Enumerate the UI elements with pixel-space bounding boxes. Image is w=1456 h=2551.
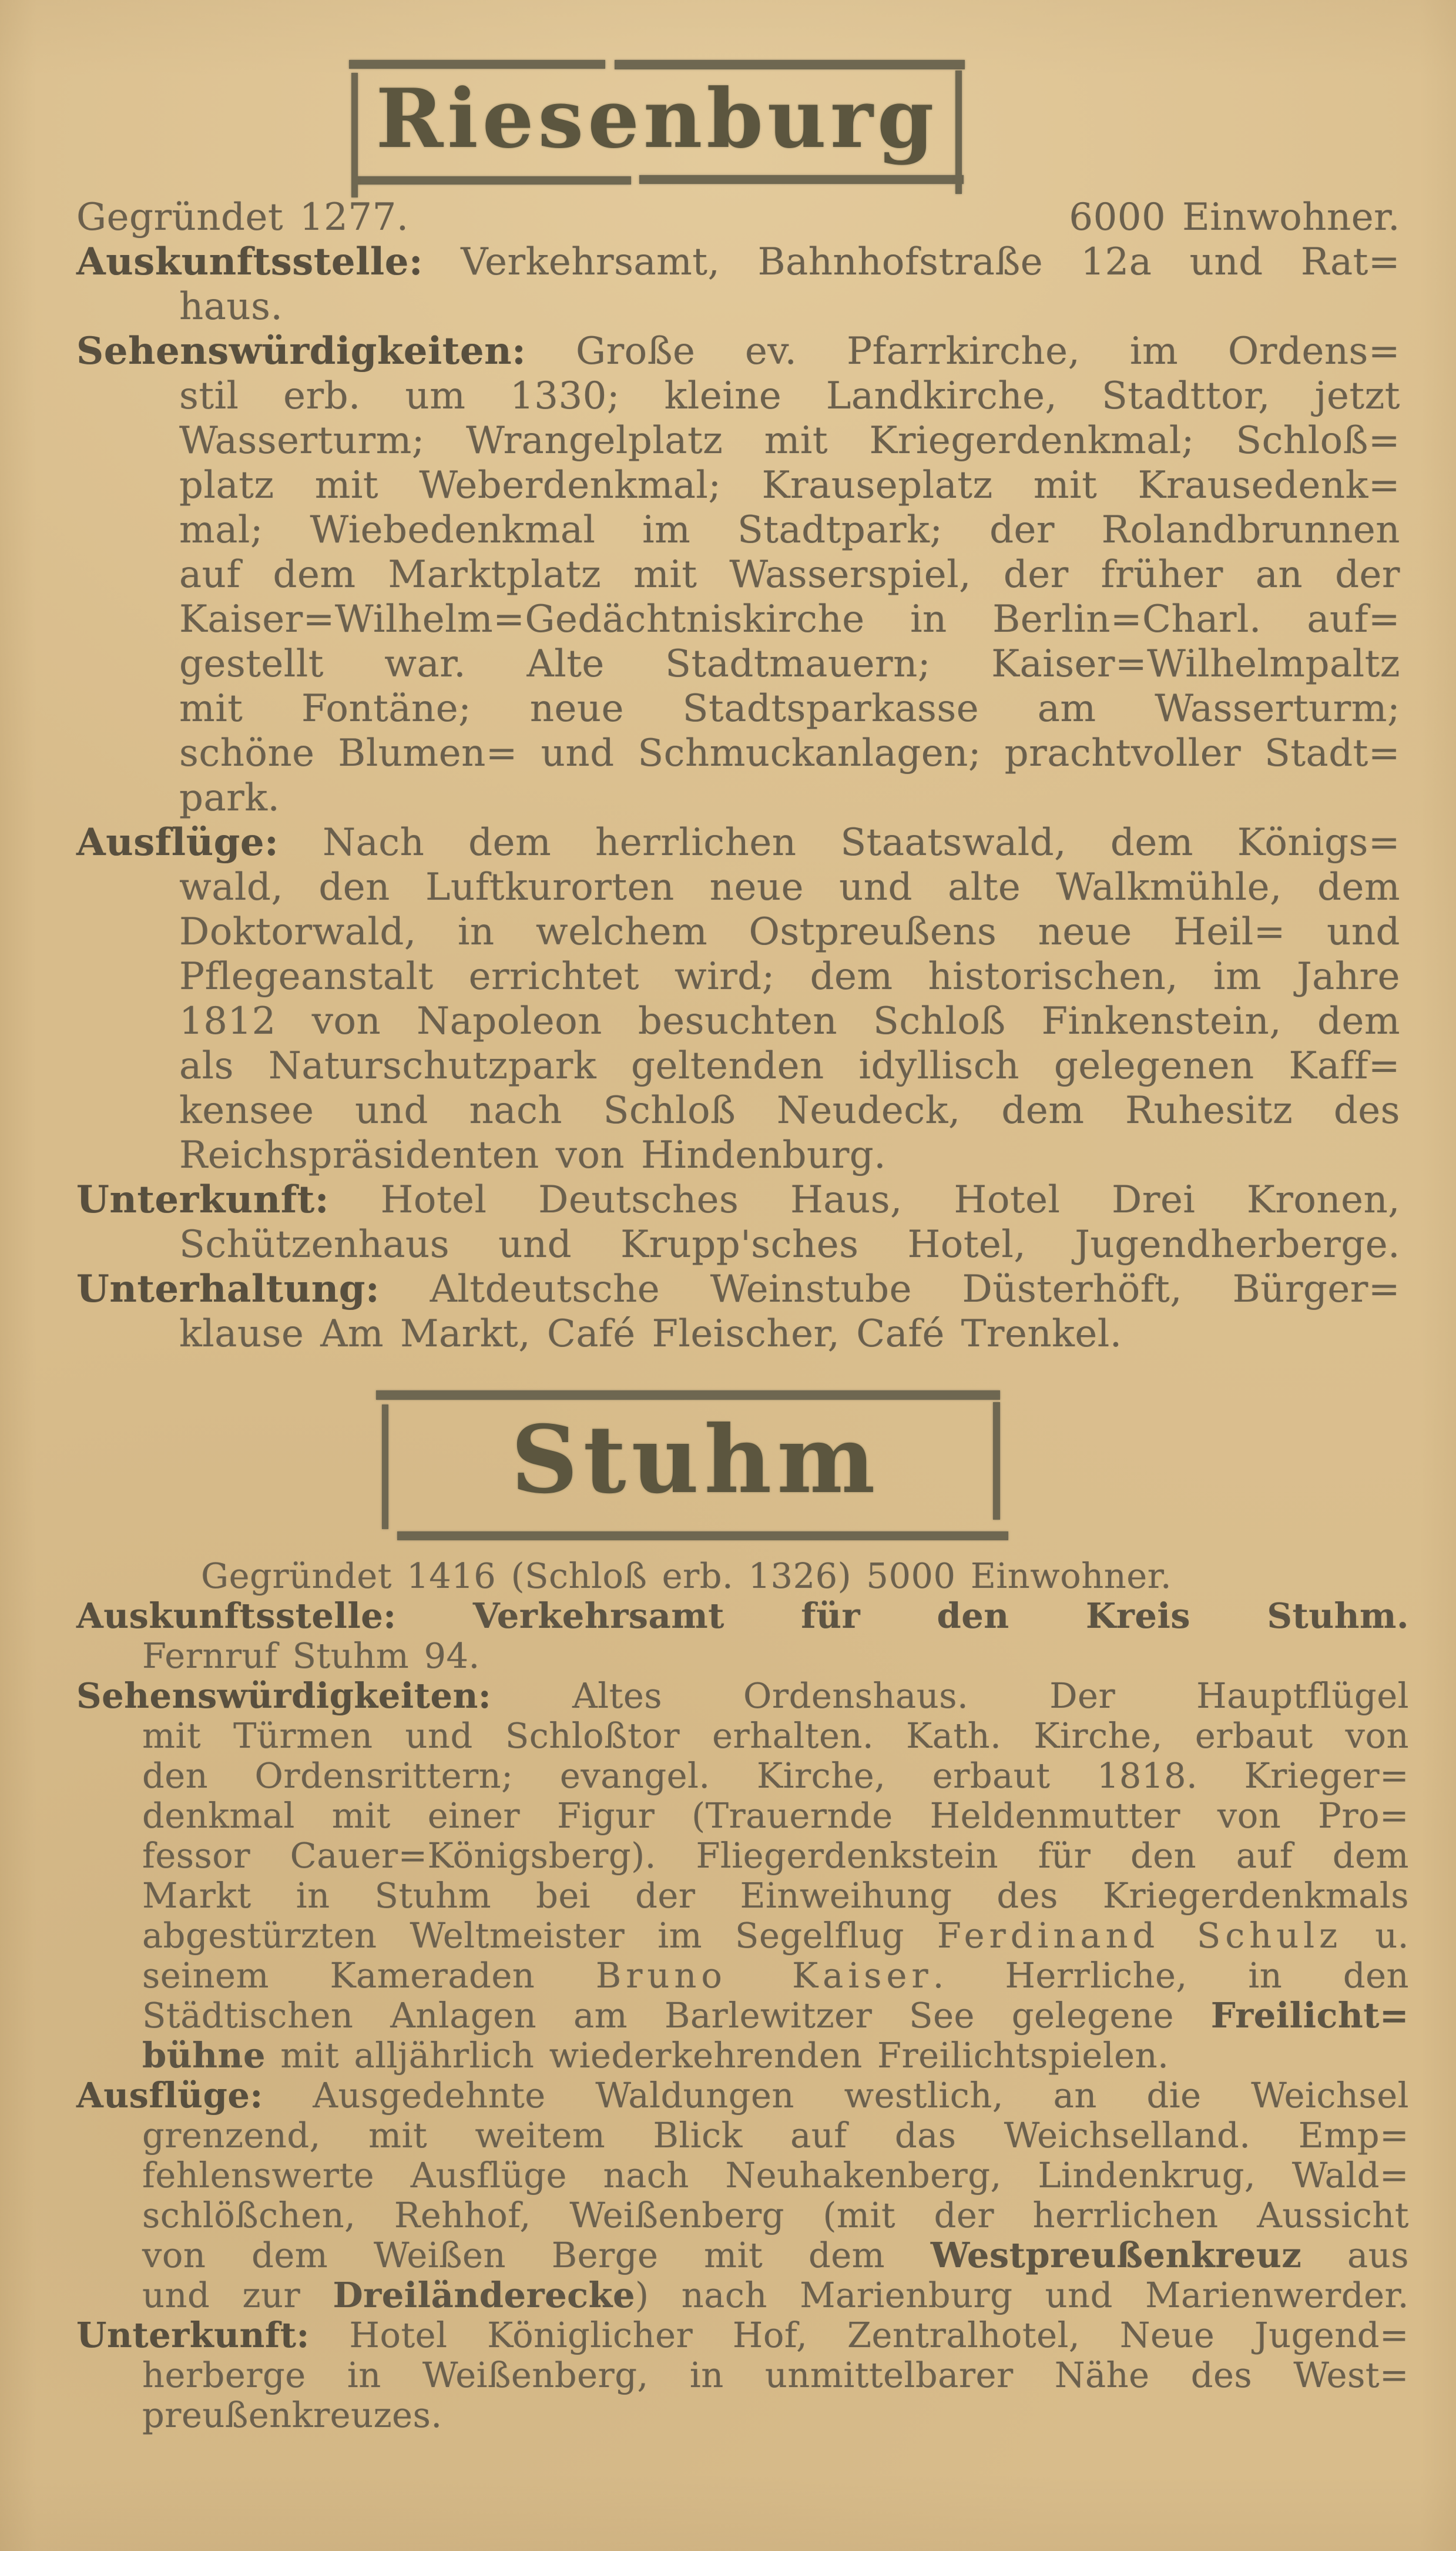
text-segment: Nach dem herrlichen Staatswald, dem Königs= xyxy=(279,821,1400,864)
text-line xyxy=(76,597,1400,642)
paragraph-ausfluege xyxy=(76,2076,1409,2315)
paragraph-label: Ausflüge: xyxy=(76,820,279,864)
text-segment-spaced: Ferdinand Schulz xyxy=(937,1915,1343,1956)
paragraph-label: Ausflüge: xyxy=(76,2075,263,2116)
founded-year: Gegründet 1277. xyxy=(76,196,409,239)
text-line xyxy=(76,731,1400,776)
text-segment: Altes Ordenshaus. Der Hauptflügel xyxy=(491,1675,1409,1716)
founded-text: Gegründet 1416 (Schloß erb. 1326) 5000 Einwohner. xyxy=(201,1556,1172,1596)
text-line xyxy=(76,1756,1409,1796)
text-line xyxy=(76,1836,1409,1876)
text-segment: Hotel Königlicher Hof, Zentralhotel, Neue Jugend= xyxy=(309,2315,1409,2355)
text-segment: aus xyxy=(1301,2235,1409,2275)
paragraph-label: Sehenswürdigkeiten: xyxy=(76,1675,492,1716)
population: 6000 Einwohner. xyxy=(1069,196,1400,239)
paragraph-sehenswuerdigkeiten xyxy=(76,329,1400,820)
text-segment: Markt in Stuhm bei der Einweihung des Kriegerdenkmals xyxy=(142,1875,1409,1916)
text-line xyxy=(76,1876,1409,1916)
box-rule-top xyxy=(376,1390,1000,1400)
text-segment: stil erb. um 1330; kleine Landkirche, Stadttor, jetzt xyxy=(179,374,1400,418)
paragraph-ausfluege xyxy=(76,820,1400,1178)
text-segment: kensee und nach Schloß Neudeck, dem Ruhesitz des xyxy=(179,1089,1400,1132)
text-line xyxy=(76,1996,1409,2036)
paragraph-label: Unterkunft: xyxy=(76,1178,329,1222)
text-line xyxy=(76,1088,1400,1133)
text-line xyxy=(76,1716,1409,1756)
text-line xyxy=(76,2395,1409,2435)
box-rule-bottom-right xyxy=(639,175,964,184)
box-rule-bottom xyxy=(397,1531,1008,1540)
riesenburg-title-box xyxy=(349,60,965,187)
text-segment: Pflegeanstalt errichtet wird; dem historischen, im Jahre xyxy=(179,955,1400,998)
text-segment: mal; Wiebedenkmal im Stadtpark; der Rolandbrunnen xyxy=(179,508,1400,552)
box-rule-top-right xyxy=(615,60,965,69)
text-segment: mit alljährlich wiederkehrenden Freilichtspielen. xyxy=(265,2035,1169,2076)
stuhm-title-box xyxy=(381,1390,1011,1542)
text-line xyxy=(76,1956,1409,1996)
text-segment: mit Türmen und Schloßtor erhalten. Kath. Kirche, erbaut von xyxy=(142,1715,1409,1756)
text-segment-bold: Freilicht= xyxy=(1210,1995,1409,2036)
text-segment: gestellt war. Alte Stadtmauern; Kaiser=Wilhelmpaltz xyxy=(179,642,1400,686)
text-segment-bold: Dreiländerecke xyxy=(333,2275,635,2315)
text-segment: Verkehrsamt, Bahnhofstraße 12a und Rat= xyxy=(423,240,1400,284)
text-segment: Schützenhaus und Krupp'sches Hotel, Jugendherberge. xyxy=(179,1223,1400,1266)
text-segment-bold: Westpreußenkreuz xyxy=(930,2235,1302,2275)
text-line xyxy=(76,2235,1409,2275)
text-segment: seinem Kameraden xyxy=(142,1955,596,1996)
paragraph-auskunftsstelle xyxy=(76,1596,1409,1676)
text-line xyxy=(76,418,1400,463)
text-line xyxy=(76,865,1400,910)
paragraph-label: Unterkunft: xyxy=(76,2315,310,2355)
text-segment: 1812 von Napoleon besuchten Schloß Finkenstein, dem xyxy=(179,1000,1400,1043)
text-segment: Ausgedehnte Waldungen westlich, an die Weichsel xyxy=(263,2075,1409,2116)
text-segment: . Herrliche, in den xyxy=(932,1955,1410,1996)
text-segment: von dem Weißen Berge mit dem xyxy=(142,2235,931,2275)
text-segment: grenzend, mit weitem Blick auf das Weichselland. Emp= xyxy=(142,2115,1409,2156)
text-segment: Reichspräsidenten von Hindenburg. xyxy=(179,1134,887,1177)
text-line xyxy=(76,508,1400,552)
founded-line xyxy=(76,195,1400,240)
text-line xyxy=(76,1133,1400,1178)
text-line xyxy=(76,1222,1400,1267)
paragraph-sehenswuerdigkeiten xyxy=(76,1676,1409,2076)
stuhm-title: Stuhm xyxy=(511,1406,881,1514)
text-line xyxy=(76,552,1400,597)
text-segment-bold: bühne xyxy=(142,2035,266,2076)
text-line xyxy=(76,329,1400,374)
text-segment: Doktorwald, in welchem Ostpreußens neue Heil= und xyxy=(179,910,1400,954)
text-segment: platz mit Weberdenkmal; Krauseplatz mit Krausedenk= xyxy=(179,464,1400,507)
text-line xyxy=(76,686,1400,731)
text-line xyxy=(76,642,1400,686)
text-segment: und zur xyxy=(142,2275,333,2315)
paragraph-auskunftsstelle xyxy=(76,240,1400,329)
text-segment: wald, den Luftkurorten neue und alte Walkmühle, dem xyxy=(179,866,1400,909)
text-segment: Große ev. Pfarrkirche, im Ordens= xyxy=(526,330,1400,373)
text-segment: abgestürzten Weltmeister im Segelflug xyxy=(142,1915,937,1956)
text-line xyxy=(76,463,1400,508)
text-line xyxy=(76,2275,1409,2315)
text-segment: fessor Cauer=Königsberg). Fliegerdenkstein für den auf dem xyxy=(142,1835,1409,1876)
riesenburg-title: Riesenburg xyxy=(375,71,938,166)
paragraph-label: Unterhaltung: xyxy=(76,1267,380,1311)
text-line xyxy=(76,2156,1409,2195)
box-rule-top-left xyxy=(349,60,605,69)
text-line xyxy=(76,1916,1409,1956)
paragraph-unterkunft xyxy=(76,2315,1409,2435)
text-line xyxy=(76,954,1400,999)
text-segment: schlößchen, Rehhof, Weißenberg (mit der herrlichen Aussicht xyxy=(142,2195,1409,2235)
text-line xyxy=(76,999,1400,1044)
text-segment: auf dem Marktplatz mit Wasserspiel, der früher an der xyxy=(179,553,1400,596)
text-line xyxy=(76,1676,1409,1716)
text-segment: den Ordensrittern; evangel. Kirche, erbaut 1818. Krieger= xyxy=(142,1755,1409,1796)
text-line xyxy=(76,240,1400,284)
text-segment: Städtischen Anlagen am Barlewitzer See gelegene xyxy=(142,1995,1211,2036)
text-segment-bold: Verkehrsamt für den Kreis Stuhm. xyxy=(396,1595,1409,1636)
text-segment: ) nach Marienburg und Marienwerder. xyxy=(635,2275,1410,2315)
text-line xyxy=(76,284,1400,329)
text-segment: als Naturschutzpark geltenden idyllisch gelegenen Kaff= xyxy=(179,1044,1400,1088)
text-segment: klause Am Markt, Café Fleischer, Café Trenkel. xyxy=(179,1312,1122,1356)
paragraph-label: Auskunftsstelle: xyxy=(76,1595,397,1636)
text-segment: Altdeutsche Weinstube Düsterhöft, Bürger= xyxy=(380,1268,1400,1311)
text-line xyxy=(76,776,1400,820)
text-segment: park. xyxy=(179,776,280,820)
text-line xyxy=(76,1312,1400,1356)
text-line xyxy=(76,2036,1409,2076)
text-line xyxy=(76,374,1400,418)
paragraph-label: Sehenswürdigkeiten: xyxy=(76,329,526,373)
text-line xyxy=(76,1044,1400,1088)
text-segment: haus. xyxy=(179,285,283,328)
text-line xyxy=(76,1796,1409,1836)
text-line xyxy=(76,1636,1409,1676)
founded-line xyxy=(76,1556,1409,1596)
text-line xyxy=(76,2195,1409,2235)
stuhm-section xyxy=(76,1556,1409,2435)
text-line xyxy=(76,2116,1409,2156)
text-segment: Hotel Deutsches Haus, Hotel Drei Kronen, xyxy=(328,1178,1400,1222)
text-segment: mit Fontäne; neue Stadtsparkasse am Wasserturm; xyxy=(179,687,1400,730)
text-line xyxy=(76,2355,1409,2395)
text-segment: Wasserturm; Wrangelplatz mit Kriegerdenkmal; Schloß= xyxy=(179,419,1400,462)
text-segment: Kaiser=Wilhelm=Gedächtniskirche in Berlin=Charl. auf= xyxy=(179,598,1400,641)
text-line xyxy=(76,2315,1409,2355)
text-segment: denkmal mit einer Figur (Trauernde Heldenmutter von Pro= xyxy=(142,1795,1409,1836)
text-line xyxy=(76,820,1400,865)
text-line xyxy=(76,1267,1400,1312)
text-line xyxy=(76,1178,1400,1222)
text-segment-spaced: Bruno Kaiser xyxy=(595,1955,933,1996)
text-segment: herberge in Weißenberg, in unmittelbarer Nähe des West= xyxy=(142,2355,1409,2395)
text-segment: schöne Blumen= und Schmuckanlagen; prachtvoller Stadt= xyxy=(179,732,1400,775)
text-segment: fehlenswerte Ausflüge nach Neuhakenberg, Lindenkrug, Wald= xyxy=(142,2155,1409,2195)
text-segment: Fernruf Stuhm 94. xyxy=(142,1635,480,1676)
paragraph-unterhaltung xyxy=(76,1267,1400,1356)
text-line xyxy=(76,1596,1409,1636)
paragraph-label: Auskunftsstelle: xyxy=(76,240,424,284)
text-segment: preußenkreuzes. xyxy=(142,2395,442,2435)
box-rule-bottom-left xyxy=(355,176,631,185)
text-segment: u. xyxy=(1342,1915,1410,1956)
text-line xyxy=(76,2076,1409,2116)
riesenburg-section xyxy=(76,195,1400,1356)
text-line xyxy=(76,910,1400,954)
paragraph-unterkunft xyxy=(76,1178,1400,1267)
